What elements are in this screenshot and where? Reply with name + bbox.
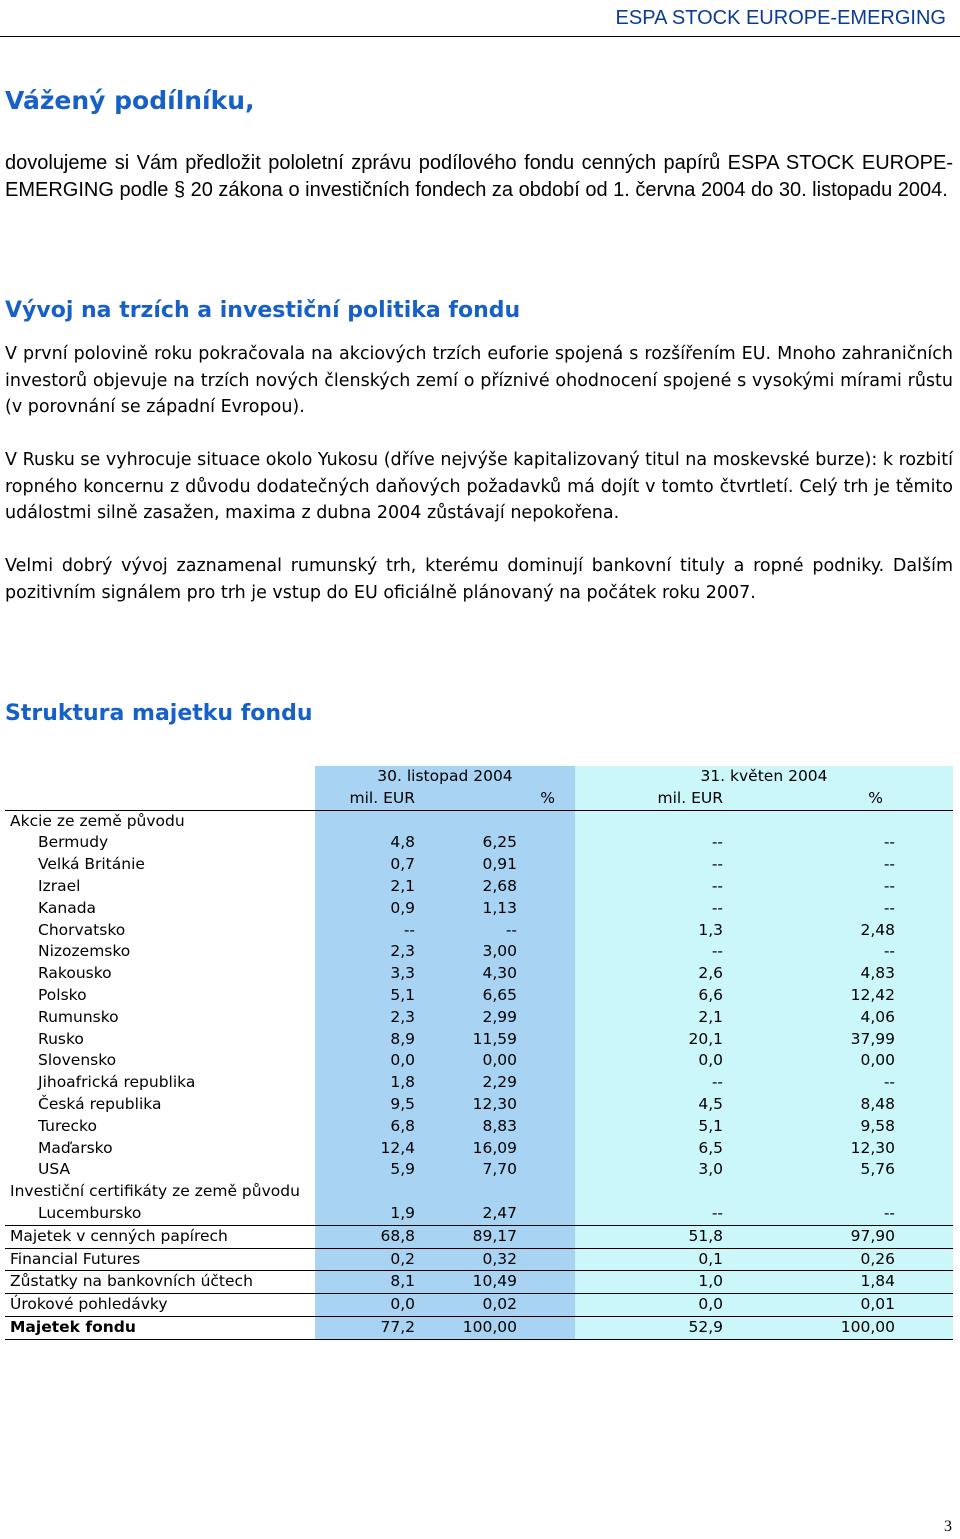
value-eur-nov: 77,2 — [315, 1316, 415, 1339]
value-eur-nov: 0,0 — [315, 1050, 415, 1072]
value-eur-nov: 3,3 — [315, 963, 415, 985]
value-pct-nov: 4,30 — [415, 963, 575, 985]
value-pct-may: 0,26 — [735, 1248, 953, 1271]
table-row — [5, 1294, 953, 1317]
value-pct-may: 0,01 — [735, 1294, 953, 1317]
value-pct-may: 37,99 — [735, 1029, 953, 1051]
table-row — [5, 1007, 953, 1029]
value-pct-nov: 0,02 — [415, 1294, 575, 1317]
value-eur-may: 51,8 — [575, 1225, 735, 1248]
value-eur-may: 0,0 — [575, 1294, 735, 1317]
cell-empty — [415, 810, 575, 832]
value-pct-nov: 0,91 — [415, 854, 575, 876]
row-label: Polsko — [38, 985, 87, 1004]
value-eur-nov: 8,9 — [315, 1029, 415, 1051]
value-eur-may: 0,0 — [575, 1050, 735, 1072]
table-row — [5, 1138, 953, 1160]
value-pct-nov: 1,13 — [415, 898, 575, 920]
table-row — [5, 963, 953, 985]
row-label: Rumunsko — [38, 1007, 119, 1026]
value-eur-may: -- — [575, 832, 735, 854]
value-eur-nov: 0,2 — [315, 1248, 415, 1271]
value-pct-may: -- — [735, 854, 953, 876]
value-pct-may: 4,06 — [735, 1007, 953, 1029]
section-structure-heading: Struktura majetku fondu — [5, 701, 313, 726]
value-eur-may: 52,9 — [575, 1316, 735, 1339]
value-pct-nov: 8,83 — [415, 1116, 575, 1138]
market-paragraph-3: Velmi dobrý vývoj zaznamenal rumunský trh, kterému dominují bankovní tituly a ropné podniky. Dalším pozitivním signálem pro trh je vstup do EU oficiálně plánovaný na počátek roku 2007. — [5, 556, 953, 603]
value-pct-may: 1,84 — [735, 1271, 953, 1294]
value-pct-nov: 89,17 — [415, 1225, 575, 1248]
value-eur-nov: 1,8 — [315, 1072, 415, 1094]
value-eur-may: 6,5 — [575, 1138, 735, 1160]
table-row — [5, 854, 953, 876]
table-row — [5, 1072, 953, 1094]
value-pct-nov: 100,00 — [415, 1316, 575, 1339]
value-eur-may: 20,1 — [575, 1029, 735, 1051]
row-label: Kanada — [38, 898, 97, 917]
unit-eur-2: mil. EUR — [575, 788, 735, 810]
section-market-heading: Vývoj na trzích a investiční politika fondu — [5, 298, 521, 323]
value-pct-nov: 6,25 — [415, 832, 575, 854]
value-eur-nov: 0,7 — [315, 854, 415, 876]
value-pct-may: 8,48 — [735, 1094, 953, 1116]
period-may-2004: 31. květen 2004 — [575, 766, 953, 788]
row-label: Slovensko — [38, 1051, 117, 1070]
group-certificates-heading — [5, 1181, 953, 1203]
value-eur-may: 4,5 — [575, 1094, 735, 1116]
value-pct-nov: -- — [415, 920, 575, 942]
table-row — [5, 941, 953, 963]
table-row — [5, 1248, 953, 1271]
row-label: Bermudy — [38, 833, 109, 852]
value-pct-nov: 2,68 — [415, 876, 575, 898]
salutation-heading: Vážený podílníku, — [5, 86, 255, 115]
row-label: Nizozemsko — [38, 942, 131, 961]
row-label: Chorvatsko — [38, 920, 126, 939]
value-pct-may: 4,83 — [735, 963, 953, 985]
value-eur-nov: 5,9 — [315, 1159, 415, 1181]
value-pct-may: 9,58 — [735, 1116, 953, 1138]
table-row — [5, 1029, 953, 1051]
row-label: Úrokové pohledávky — [5, 1294, 315, 1317]
table-row — [5, 832, 953, 854]
value-pct-may: -- — [735, 941, 953, 963]
unit-pct-2: % — [735, 788, 953, 810]
table-row — [5, 1271, 953, 1294]
value-pct-nov: 3,00 — [415, 941, 575, 963]
value-eur-nov: 0,9 — [315, 898, 415, 920]
value-eur-may: 1,3 — [575, 920, 735, 942]
value-pct-nov: 2,47 — [415, 1203, 575, 1225]
value-eur-nov: 68,8 — [315, 1225, 415, 1248]
value-pct-nov: 7,70 — [415, 1159, 575, 1181]
cell-empty — [575, 810, 735, 832]
value-pct-nov: 10,49 — [415, 1271, 575, 1294]
group-shares-heading-label: Akcie ze země původu — [10, 811, 185, 830]
value-eur-may: 6,6 — [575, 985, 735, 1007]
page-number: 3 — [944, 1518, 952, 1535]
value-eur-may: 2,6 — [575, 963, 735, 985]
cell-empty — [575, 1181, 735, 1203]
header-title: ESPA STOCK EUROPE-EMERGING — [615, 7, 946, 29]
asset-structure-table — [5, 766, 953, 1340]
table-row — [5, 1225, 953, 1248]
value-pct-nov: 0,00 — [415, 1050, 575, 1072]
row-label: Lucembursko — [5, 1203, 315, 1225]
row-label: Zůstatky na bankovních účtech — [5, 1271, 315, 1294]
table-row — [5, 1159, 953, 1181]
value-pct-may: -- — [735, 1072, 953, 1094]
row-label: Majetek v cenných papírech — [5, 1225, 315, 1248]
value-eur-may: 2,1 — [575, 1007, 735, 1029]
value-pct-nov: 6,65 — [415, 985, 575, 1007]
table-header-period-row — [5, 766, 953, 788]
cell-empty — [315, 810, 415, 832]
row-label: Rakousko — [38, 964, 112, 983]
cell-empty — [735, 810, 953, 832]
market-paragraph-2: V Rusku se vyhrocuje situace okolo Yukosu (dříve nejvýše kapitalizovaný titul na moskevské burze): k rozbití ropného koncernu z důvodu dodatečných daňových požadavků má dojít v tomto čtvrtletí. Celý trh je těmito událostmi silně zasažen, maxima z dubna 2004 zůstávají nepokořena. — [5, 450, 953, 523]
value-eur-may: 1,0 — [575, 1271, 735, 1294]
value-eur-may: -- — [575, 854, 735, 876]
value-pct-nov: 0,32 — [415, 1248, 575, 1271]
table-row — [5, 1203, 953, 1225]
value-eur-nov: 2,3 — [315, 1007, 415, 1029]
value-eur-nov: 6,8 — [315, 1116, 415, 1138]
group-certificates-heading-label: Investiční certifikáty ze země původu — [10, 1182, 300, 1201]
table-row — [5, 1316, 953, 1339]
unit-pct-1: % — [415, 788, 575, 810]
value-pct-may: -- — [735, 898, 953, 920]
row-label: Financial Futures — [5, 1248, 315, 1271]
value-pct-may: 5,76 — [735, 1159, 953, 1181]
value-eur-nov: 5,1 — [315, 985, 415, 1007]
value-eur-nov: 9,5 — [315, 1094, 415, 1116]
row-label: Jihoafrická republika — [38, 1073, 196, 1092]
value-eur-may: 3,0 — [575, 1159, 735, 1181]
value-pct-nov: 11,59 — [415, 1029, 575, 1051]
value-eur-nov: 2,1 — [315, 876, 415, 898]
value-eur-nov: 1,9 — [315, 1203, 415, 1225]
table-row — [5, 1094, 953, 1116]
value-pct-may: 12,42 — [735, 985, 953, 1007]
value-eur-may: -- — [575, 1072, 735, 1094]
value-eur-may: -- — [575, 876, 735, 898]
value-pct-may: 100,00 — [735, 1316, 953, 1339]
value-pct-may: 97,90 — [735, 1225, 953, 1248]
value-eur-may: -- — [575, 898, 735, 920]
group-shares-heading — [5, 810, 953, 832]
value-eur-nov: 2,3 — [315, 941, 415, 963]
value-eur-nov: 4,8 — [315, 832, 415, 854]
table-row — [5, 876, 953, 898]
value-eur-nov: 12,4 — [315, 1138, 415, 1160]
value-eur-may: -- — [575, 1203, 735, 1225]
row-label: USA — [38, 1160, 71, 1179]
cell-empty — [315, 1181, 415, 1203]
row-label: Maďarsko — [38, 1138, 113, 1157]
row-label: Velká Británie — [38, 855, 145, 874]
value-pct-may: 12,30 — [735, 1138, 953, 1160]
table-row — [5, 1116, 953, 1138]
value-pct-may: 2,48 — [735, 920, 953, 942]
value-eur-nov: 8,1 — [315, 1271, 415, 1294]
value-pct-may: -- — [735, 876, 953, 898]
value-eur-may: 5,1 — [575, 1116, 735, 1138]
unit-eur-1: mil. EUR — [315, 788, 415, 810]
value-pct-nov: 12,30 — [415, 1094, 575, 1116]
page-header — [0, 0, 960, 37]
table-row — [5, 920, 953, 942]
value-eur-may: 0,1 — [575, 1248, 735, 1271]
cell-empty — [415, 1181, 575, 1203]
value-pct-nov: 16,09 — [415, 1138, 575, 1160]
value-eur-nov: -- — [315, 920, 415, 942]
table-header-unit-row — [5, 788, 953, 810]
value-pct-may: -- — [735, 1203, 953, 1225]
intro-paragraph: dovolujeme si Vám předložit pololetní zprávu podílového fondu cenných papírů ESPA STOCK EUROPE-EMERGING podle § 20 zákona o investičních fondech za období od 1. června 2004 do 30. listopadu 2004. — [5, 152, 953, 201]
row-label: Česká republika — [38, 1094, 162, 1113]
table-row — [5, 1050, 953, 1072]
row-label: Rusko — [38, 1029, 84, 1048]
market-paragraph-1: V první polovině roku pokračovala na akciových trzích euforie spojená s rozšířením EU. Mnoho zahraničních investorů objevuje na trzích nových členských zemí o příznivé ohodnocení spojené s vysokými mírami růstu (v porovnání se západní Evropou). — [5, 344, 953, 417]
table-row — [5, 985, 953, 1007]
value-pct-nov: 2,29 — [415, 1072, 575, 1094]
period-nov-2004: 30. listopad 2004 — [315, 766, 575, 788]
cell-empty — [735, 1181, 953, 1203]
value-pct-may: -- — [735, 832, 953, 854]
value-eur-nov: 0,0 — [315, 1294, 415, 1317]
table-row — [5, 898, 953, 920]
row-label: Majetek fondu — [5, 1316, 315, 1339]
row-label: Izrael — [38, 876, 81, 895]
value-pct-nov: 2,99 — [415, 1007, 575, 1029]
value-pct-may: 0,00 — [735, 1050, 953, 1072]
value-eur-may: -- — [575, 941, 735, 963]
row-label: Turecko — [38, 1116, 97, 1135]
